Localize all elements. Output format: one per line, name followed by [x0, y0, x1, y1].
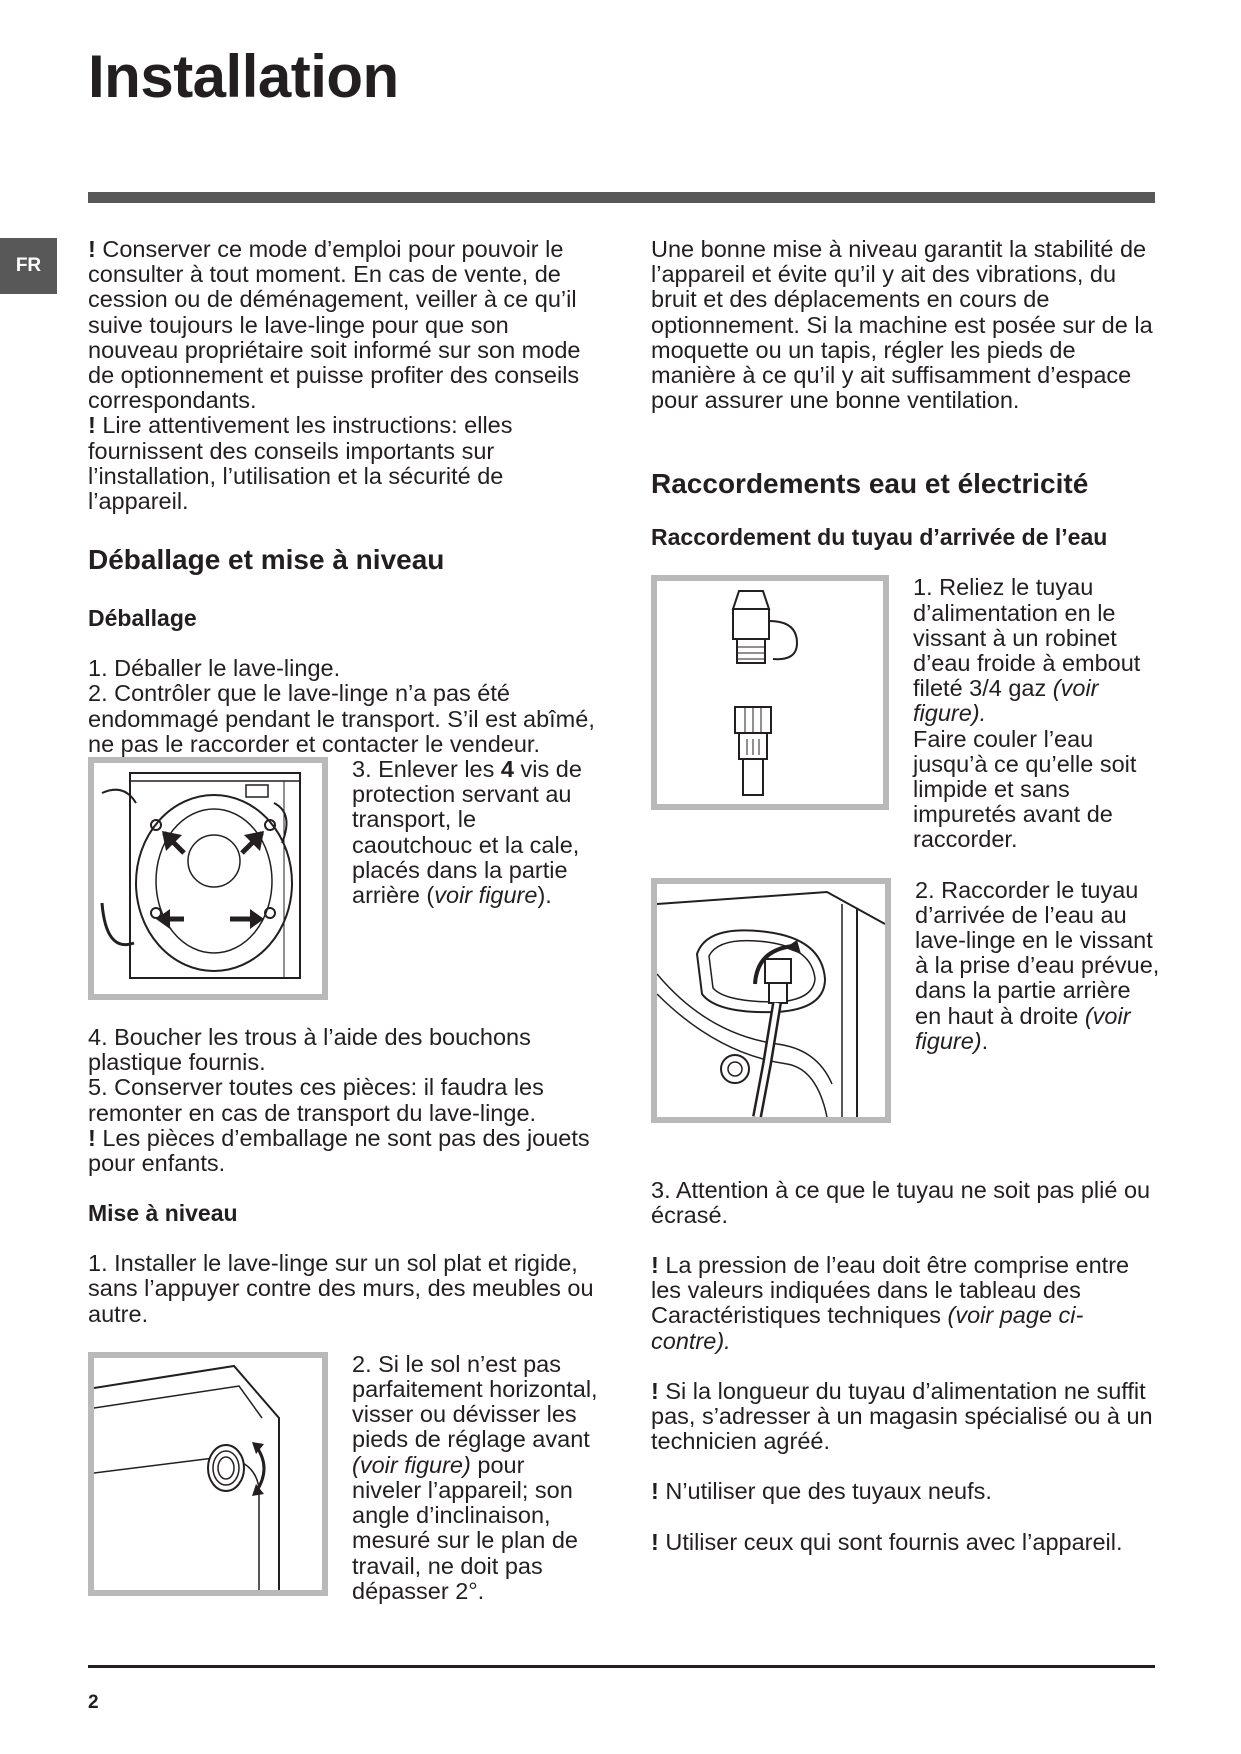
subheading-leveling: Mise à niveau — [88, 1200, 238, 1227]
notice-supplied-hoses: ! Utiliser ceux qui sont fournis avec l’appareil. — [651, 1528, 1123, 1555]
warning-mark: ! — [651, 1478, 659, 1505]
warning-mark: ! — [651, 1377, 659, 1404]
notice-new-hoses: ! N’utiliser que des tuyaux neufs. — [651, 1478, 992, 1505]
adjustable-foot-icon — [88, 1352, 328, 1596]
notice-hose-length: ! Si la longueur du tuyau d’alimentation ne suffit pas, s’adresser à un magasin spécialisé ou à un technicien agréé. — [651, 1377, 1153, 1455]
section-heading-connections: Raccordements eau et électricité — [651, 468, 1089, 500]
page-number: 2 — [88, 1692, 99, 1713]
step-hose-1: 1. Reliez le tuyau d’alimentation en le vissant à un robinet d’eau froide à embout fileté 3/4 gaz (voir figure). Faire couler l’eau jusqu’à ce qu’elle soit limpide et sans impuretés avant de raccorder. — [913, 574, 1141, 853]
figure-row-feet — [88, 1352, 598, 1604]
washer-back-transport-screws-icon — [88, 757, 328, 1000]
figure-row-transport-screws — [88, 757, 598, 1000]
step-unpack-3: 3. Enlever les 4 vis de protection servant au transport, le caoutchouc et la cale, placés dans la partie arrière (voir figure). — [352, 756, 582, 909]
left-column — [88, 237, 598, 1604]
hose-inlet-connection-icon — [651, 878, 891, 1123]
language-tab: FR — [0, 238, 57, 294]
warning-mark: ! — [651, 1528, 659, 1555]
warning-mark: ! — [88, 236, 96, 262]
figure-row-inlet — [651, 878, 1161, 1123]
warning-mark: ! — [88, 1124, 96, 1151]
step-unpack-5: 5. Conserver toutes ces pièces: il faudra les remonter en cas de transport du lave-linge. — [88, 1074, 544, 1126]
step-unpack-4: 4. Boucher les trous à l’aide des bouchons plastique fournis. — [88, 1024, 531, 1076]
step-level-2: 2. Si le sol n’est pas parfaitement horizontal, visser ou dévisser les pieds de réglage avant (voir figure) pour niveler l’appareil; son angle d’inclinaison, mesuré sur le plan de travail, ne doit pas dépasser 2°. — [352, 1350, 598, 1604]
right-column — [651, 237, 1161, 1555]
subheading-water-hose: Raccordement du tuyau d’arrivée de l’eau — [651, 524, 1108, 551]
notice-read-instructions: ! Lire attentivement les instructions: elles fournissent des conseils importants sur l’installation, l’utilisation et la sécurité de l’appareil. — [88, 412, 513, 515]
notice-keep-manual: ! Conserver ce mode d’emploi pour pouvoir le consulter à tout moment. En cas de vente, de cession ou de déménagement, veiller à ce qu’il suive toujours le lave-linge pour que son nouveau propriétaire soit informé sur son mode de optionnement et puisse profiter des conseils correspondants. — [88, 236, 581, 414]
subheading-unpack: Déballage — [88, 605, 197, 632]
step-hose-2: 2. Raccorder le tuyau d’arrivée de l’eau au lave-linge en le vissant à la prise d’eau prévue, dans la partie arrière en haut à droite (voir figure). — [915, 876, 1160, 1054]
warning-mark: ! — [651, 1252, 659, 1279]
footer-divider — [88, 1665, 1155, 1668]
section-heading-unpack-level: Déballage et mise à niveau — [88, 544, 445, 576]
step-level-1: 1. Installer le lave-linge sur un sol plat et rigide, sans l’appuyer contre des murs, des meubles ou autre. — [88, 1250, 594, 1327]
figure-row-tap — [651, 575, 1161, 852]
tap-and-hose-icon — [651, 575, 889, 810]
notice-water-pressure: ! La pression de l’eau doit être comprise entre les valeurs indiquées dans le tableau des Caractéristiques techniques (voir page ci-contre). — [651, 1252, 1130, 1354]
step-unpack-1: 1. Déballer le lave-linge. — [88, 655, 341, 682]
step-hose-3: 3. Attention à ce que le tuyau ne soit pas plié ou écrasé. — [651, 1176, 1151, 1228]
title-divider — [88, 192, 1155, 203]
step-unpack-2: 2. Contrôler que le lave-linge n’a pas été endommagé pendant le transport. S’il est abîmé, ne pas le raccorder et contacter le vendeur. — [88, 680, 595, 757]
notice-packaging: ! Les pièces d’emballage ne sont pas des jouets pour enfants. — [88, 1124, 590, 1177]
warning-mark: ! — [88, 412, 96, 439]
page-title: Installation — [88, 43, 399, 110]
level-importance-text: Une bonne mise à niveau garantit la stabilité de l’appareil et évite qu’il y ait des vibrations, du bruit et des déplacements en cours de optionnement. Si la machine est posée sur de la moquette ou un tapis, régler les pieds de manière à ce qu’il y ait suffisamment d’espace pour assurer une bonne ventilation. — [651, 236, 1153, 414]
